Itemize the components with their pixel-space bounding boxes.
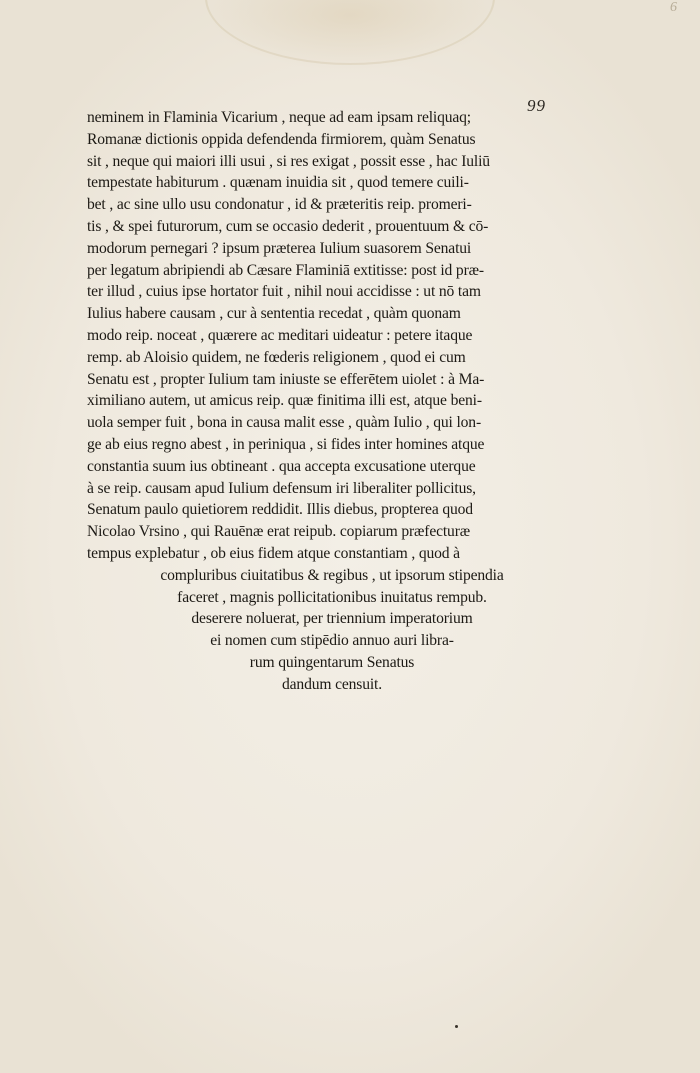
text-line: remp. ab Aloisio quidem, ne fœderis religionem , quod ei cum xyxy=(87,348,466,366)
text-line: tempus explebatur , ob eius fidem atque constantiam , quod à xyxy=(87,544,460,562)
text-line: neminem in Flaminia Vicarium , neque ad eam ipsam reliquaq; xyxy=(87,109,471,126)
text-line: ter illud , cuius ipse hortator fuit , nihil noui accidisse : ut nō tam xyxy=(87,283,481,301)
text-line: Senatum paulo quietiorem reddidit. Illis diebus, propterea quod xyxy=(87,501,473,519)
text-line: faceret , magnis pollicitationibus inuitatus rempub. xyxy=(177,588,487,606)
corner-pencil-mark: 6 xyxy=(670,0,677,15)
text-line: deserere noluerat, per triennium imperatorium xyxy=(191,610,473,628)
text-line: per legatum abripiendi ab Cæsare Flaminiā extitisse: post id præ- xyxy=(87,261,484,279)
text-line: modo reip. noceat , quærere ac meditari uideatur : petere itaque xyxy=(87,326,473,344)
text-line: dandum censuit. xyxy=(282,675,382,693)
text-line: ximiliano autem, ut amicus reip. quæ finitima illi est, atque beni- xyxy=(87,392,482,410)
text-line: Nicolao Vrsino , qui Rauēnæ erat reipub. copiarum præfecturæ xyxy=(87,523,470,541)
body-text xyxy=(87,107,577,696)
text-line: Senatu est , propter Iulium tam iniuste se efferētem uiolet : à Ma- xyxy=(87,370,485,388)
text-line: sit , neque qui maiori illi usui , si res exigat , possit esse , hac Iuliū xyxy=(87,152,490,170)
text-line: rum quingentarum Senatus xyxy=(249,653,415,671)
text-line: modorum pernegari ? ipsum præterea Iulium suasorem Senatui xyxy=(87,239,472,257)
text-line: ei nomen cum stipēdio annuo auri libra- xyxy=(210,632,454,650)
text-line: constantia suum ius obtineant . qua accepta excusatione uterque xyxy=(87,457,476,475)
text-line: bet , ac sine ullo usu condonatur , id & præteritis reip. promeri- xyxy=(87,196,472,214)
text-line: tis , & spei futurorum, cum se occasio dederit , prouentuum & cō- xyxy=(87,217,489,235)
text-line: uola semper fuit , bona in causa malit esse , quàm Iulio , qui lon- xyxy=(87,414,481,432)
text-line: ge ab eius regno abest , in periniqua , si fides inter homines atque xyxy=(87,435,485,453)
page-number: 99 xyxy=(527,96,546,115)
text-line: Iulius habere causam , cur à sententia recedat , quàm quonam xyxy=(87,305,461,323)
text-line: à se reip. causam apud Iulium defensum iri liberaliter pollicitus, xyxy=(87,479,476,497)
water-stain xyxy=(205,0,495,65)
text-line: compluribus ciuitatibus & regibus , ut ipsorum stipendia xyxy=(160,566,504,584)
text-line: tempestate habiturum . quænam inuidia sit , quod temere cuili- xyxy=(87,174,469,192)
ink-speck xyxy=(455,1025,458,1028)
text-line: Romanæ dictionis oppida defendenda firmiorem, quàm Senatus xyxy=(87,130,476,148)
